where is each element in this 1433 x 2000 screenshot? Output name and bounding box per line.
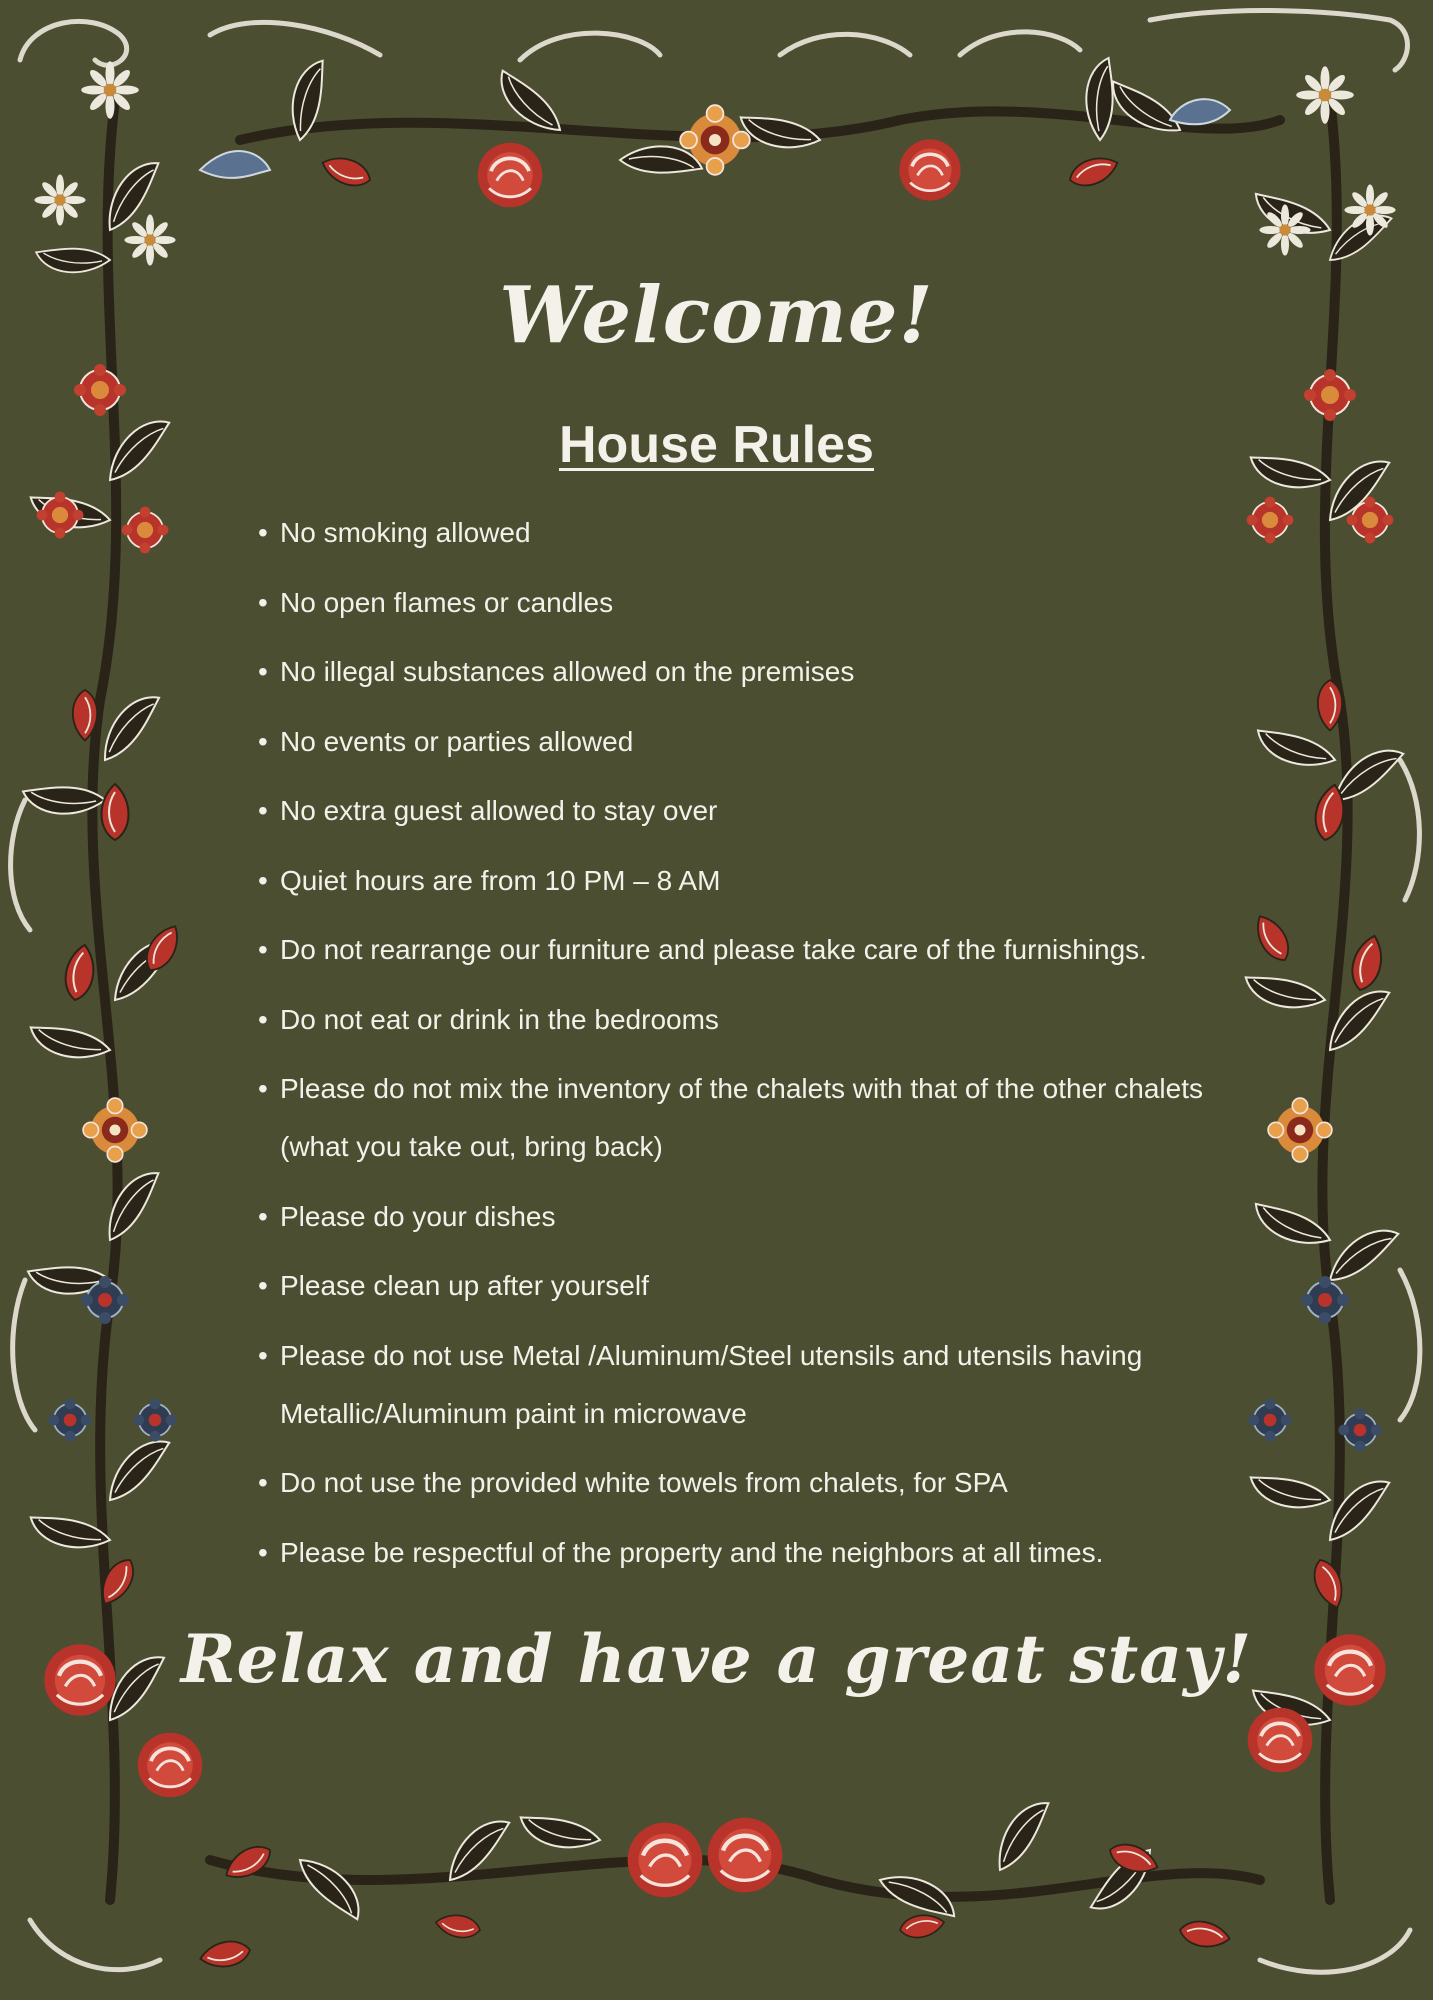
closing-message: Relax and have a great stay! xyxy=(180,1620,1253,1698)
rule-item: • Quiet hours are from 10 PM – 8 AM xyxy=(258,852,1278,910)
rule-item: • Do not use the provided white towels from chalets, for SPA xyxy=(258,1454,1278,1512)
house-rules-title: House Rules xyxy=(559,416,874,474)
rule-item: • Do not rearrange our furniture and please take care of the furnishings. xyxy=(258,921,1278,979)
rule-item: • No smoking allowed xyxy=(258,504,1278,562)
rules-list xyxy=(258,504,1278,1593)
rule-item: • Please do your dishes xyxy=(258,1188,1278,1246)
rule-item: • Do not eat or drink in the bedrooms xyxy=(258,991,1278,1049)
rule-item: • No events or parties allowed xyxy=(258,713,1278,771)
rule-item: • No illegal substances allowed on the premises xyxy=(258,643,1278,701)
rule-item: • No extra guest allowed to stay over xyxy=(258,782,1278,840)
welcome-heading: Welcome! xyxy=(499,270,934,361)
rule-item: • Please do not use Metal /Aluminum/Steel utensils and utensils having Metallic/Aluminum paint in microwave xyxy=(258,1327,1278,1443)
rule-item: • Please be respectful of the property and the neighbors at all times. xyxy=(258,1524,1278,1582)
rule-item: • No open flames or candles xyxy=(258,574,1278,632)
rule-item: • Please clean up after yourself xyxy=(258,1257,1278,1315)
rule-item: • Please do not mix the inventory of the chalets with that of the other chalets (what you take out, bring back) xyxy=(258,1060,1278,1176)
